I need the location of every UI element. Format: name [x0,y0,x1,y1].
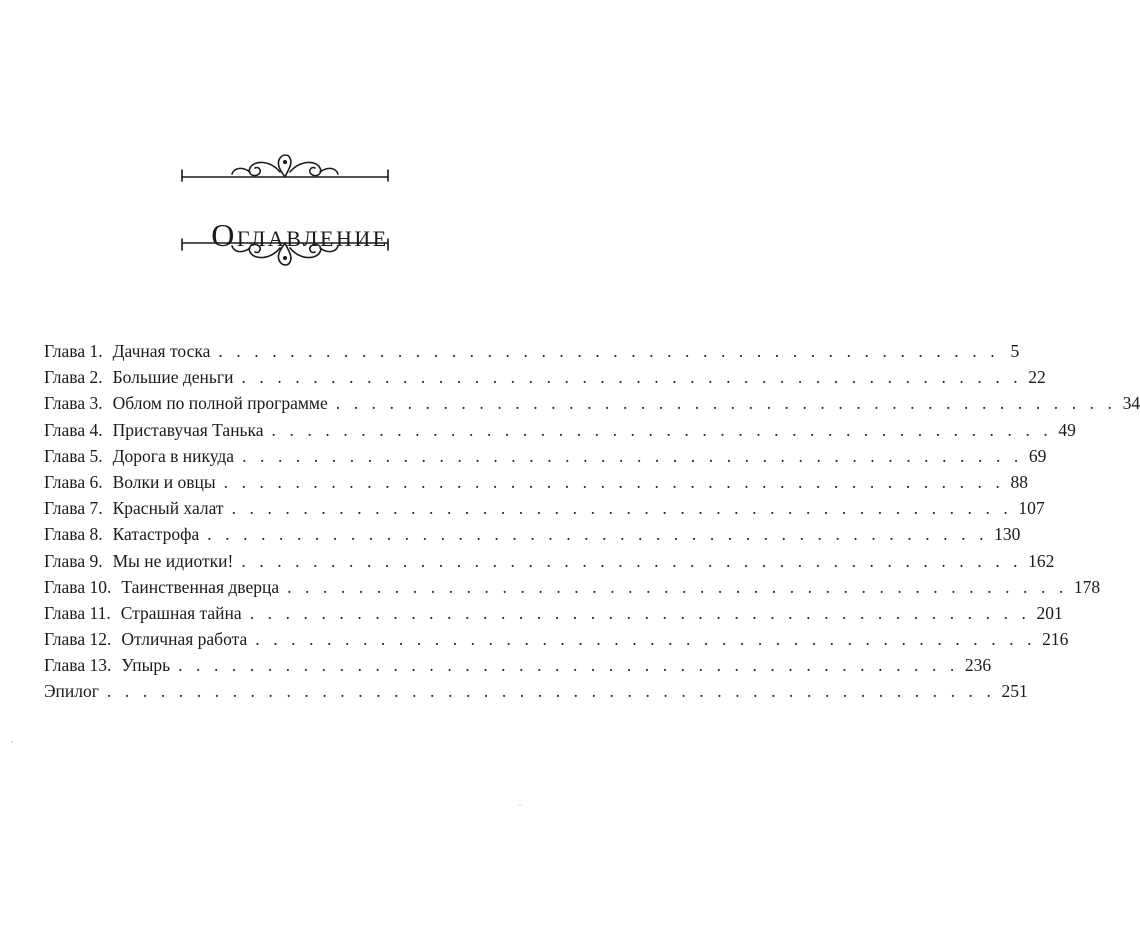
chapter-label: Глава 6. [44,471,103,492]
chapter-label: Глава 5. [44,445,103,466]
chapter-label: Глава 9. [44,550,103,571]
chapter-title: Катастрофа [112,524,200,545]
chapter-title: Большие деньги [112,367,234,388]
chapter-label: Глава 3. [44,393,103,414]
page-number: 201 [1036,602,1063,623]
page-number: 130 [994,524,1021,545]
page-number: 34 [1122,393,1140,414]
page-number: 49 [1058,419,1076,440]
leader-dots: . . . . . . . . . . . . . . . . . . . . . . . . . . . . . . . . . . . . . . . . . . . . [231,498,1013,519]
leader-dots: . . . . . . . . . . . . . . . . . . . . . . . . . . . . . . . . . . . . . . . . . . . . [271,419,1053,440]
chapter-title: Облом по полной программе [112,393,328,414]
page-number: 162 [1028,550,1055,571]
chapter-label: Глава 4. [44,419,103,440]
leader-dots: . . . . . . . . . . . . . . . . . . . . . . . . . . . . . . . . . . . . . . . . . . . . [241,367,1023,388]
leader-dots: . . . . . . . . . . . . . . . . . . . . . . . . . . . . . . . . . . . . . . . . . . . . [255,629,1037,650]
leader-dots: . . . . . . . . . . . . . . . . . . . . . . . . . . . . . . . . . . . . . . . . . . . . . . . . . . [106,681,996,702]
chapter-label: Эпилог [44,681,99,702]
chapter-label: Глава 1. [44,341,103,361]
leader-dots: . . . . . . . . . . . . . . . . . . . . . . . . . . . . . . . . . . . . . . . . . . . . [249,602,1031,623]
page-number: 69 [1028,445,1047,466]
chapter-title: Красный халат [112,498,224,519]
chapter-title: Приставучая Танька [112,419,264,440]
page-number: 5 [1010,341,1020,361]
page-number: 251 [1001,681,1028,702]
chapter-label: Глава 8. [44,524,103,545]
page-number: 107 [1018,498,1045,519]
chapter-title: Отличная работа [121,629,248,650]
leader-dots: . . . . . . . . . . . . . . . . . . . . . . . . . . . . . . . . . . . . . . . . . . . . [218,341,1000,361]
chapter-label: Глава 13. [44,655,112,676]
chapter-label: Глава 10. [44,576,112,597]
leader-dots: . . . . . . . . . . . . . . . . . . . . . . . . . . . . . . . . . . . . . . . . . . . . [287,576,1068,597]
page-number: 22 [1028,367,1046,388]
chapter-title: Мы не идиотки! [112,550,234,571]
chapter-title: Таинственная дверца [121,576,280,597]
chapter-title: Дорога в никуда [112,445,235,466]
leader-dots: . . . . . . . . . . . . . . . . . . . . . . . . . . . . . . . . . . . . . . . . . . . . [335,393,1117,414]
page-number: 236 [964,655,992,676]
chapter-title: Дачная тоска [112,341,211,361]
chapter-label: Глава 11. [44,602,111,623]
page-number: 216 [1042,629,1069,650]
page-number: 178 [1073,576,1101,597]
leader-dots: . . . . . . . . . . . . . . . . . . . . . . . . . . . . . . . . . . . . . . . . . . . . [242,445,1023,466]
chapter-title: Волки и овцы [112,471,216,492]
chapter-label: Глава 7. [44,498,103,519]
page-number: 88 [1010,471,1028,492]
page-title: Оглавление [211,217,389,254]
leader-dots: . . . . . . . . . . . . . . . . . . . . . . . . . . . . . . . . . . . . . . . . . . . . [178,655,959,676]
leader-dots: . . . . . . . . . . . . . . . . . . . . . . . . . . . . . . . . . . . . . . . . . . . . [223,471,1005,492]
leader-dots: . . . . . . . . . . . . . . . . . . . . . . . . . . . . . . . . . . . . . . . . . . . . [207,524,989,545]
chapter-title: Страшная тайна [120,602,242,623]
chapter-title: Упырь [121,655,171,676]
chapter-label: Глава 2. [44,367,103,388]
chapter-label: Глава 12. [44,629,112,650]
leader-dots: . . . . . . . . . . . . . . . . . . . . . . . . . . . . . . . . . . . . . . . . . . . . [241,550,1023,571]
